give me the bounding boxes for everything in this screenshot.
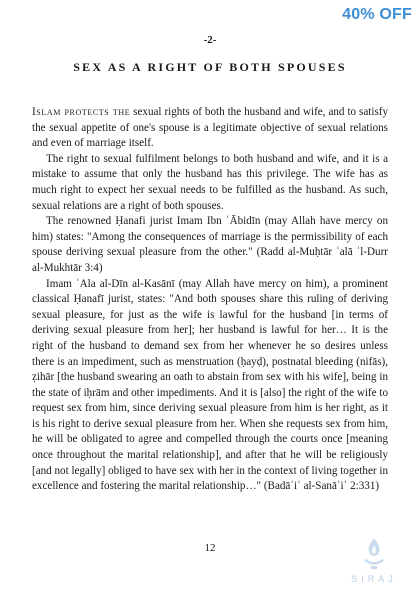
chapter-title: SEX AS A RIGHT OF BOTH SPOUSES [73,60,347,74]
paragraph-lead-in: Islam protects the [32,106,131,118]
page-number: 12 [204,542,216,554]
paragraph-4: Imam ʿAla al-Dīn al-Kasānī (may Allah have mercy on him), a prominent classical Ḥanafī jurist, states: "And both spouses share this ruling of deriving sexual pleasure, for just as the wife is lawful for the husband [in terms of deriving sexual pleasure from her]; her husband is lawful for her… It is the right of the husband to demand sex from her whenever he so desires unless there is an impediment, such as menstruation (ḥayḍ), postnatal bleeding (nifās), ẓihār [the husband swearing an oath to abstain from sex with his wife], being in the state of iḥrām and other impediments. And it is [also] the right of the wife to request sex from him, since deriving sexual pleasure from him is her right, as it is his right to derive sexual pleasure from her. When she requests sex from him, he will be obligated to agree and compelled through the courts once [meaning once throughout the marital relationship], and after that he will be religiously [and not legally] obliged to have sex with her in the context of living together in excellence and fostering the marital relationship…" (Badāʾiʿ al-Sanāʾiʿ 2:331) [32,277,388,493]
paragraph-1-text: sexual rights of both the husband and wife, and to satisfy the sexual appetite of one's spouse is a legitimate objective of sexual relations and even of marriage itself. [32,106,388,150]
discount-badge: 40% OFF [342,6,412,23]
paragraph-2: The right to sexual fulfilment belongs to both husband and wife, and it is a mistake to assume that only the husband has this privilege. The wife has as much right to expect her sexual needs to be fulfilled as the husband. As such, sexual relations are a right of both spouses. [32,152,388,212]
siraj-logo-text: SIRAJ [351,574,397,584]
chapter-number: -2- [203,34,217,46]
paragraph-1 [32,105,388,152]
paragraph-3: The renowned Ḥanafi jurist Imam Ibn ʿĀbidīn (may Allah have mercy on him) states: "Among the consequences of marriage is the permissibility of each spouse deriving sexual pleasure from the other." (Radd al-Muḥtār ʿalā ʾl-Durr al-Mukhtār 3:4) [32,215,388,274]
siraj-lamp-icon [359,536,389,572]
body-text [32,105,388,495]
siraj-logo [346,536,402,590]
